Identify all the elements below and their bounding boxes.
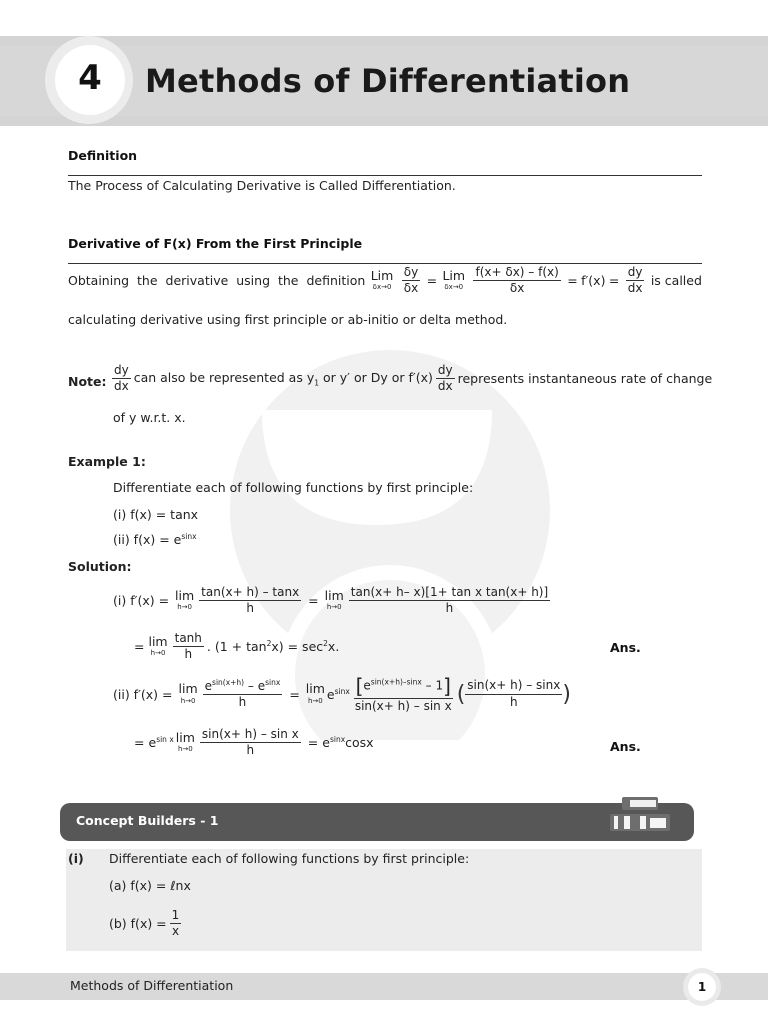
solution-step-3: (ii) f′(x) = lim h→0 $\frac{e^{sin(x+h)} - e^{sinx}}{h}$ = lim h→0 $e^{sinx}$ $\frac{[e^{sin(x+h)-sinx} - 1]}{\text{sin(x+ h) – sin x}}$ ( $\frac{\sin(x+ h) - \sin x}{h}$ ) — [113, 674, 571, 713]
cb-item-b — [109, 909, 184, 938]
frac-den: h — [238, 695, 247, 710]
frac-num: sin(x+ h) – sin x — [200, 728, 301, 743]
note-text — [112, 363, 713, 394]
sup: 2 — [323, 639, 328, 649]
equals: = — [134, 735, 145, 751]
lim-text: lim — [175, 729, 195, 745]
e: e — [326, 686, 335, 702]
cb-prompt: Differentiate each of following functions by first principle: — [109, 851, 470, 866]
page-number: 1 — [697, 980, 707, 994]
e: e — [148, 735, 157, 751]
definition-rule — [68, 175, 702, 176]
sup: 2 — [266, 639, 272, 649]
equals: = — [308, 593, 319, 609]
frac-den: δx — [509, 281, 525, 296]
e: e — [363, 678, 371, 693]
frac-den: dx — [627, 281, 643, 296]
example-label: Example 1: — [68, 454, 146, 469]
cb-b-prefix: (b) f(x) = — [109, 916, 167, 932]
lim-sub: h→0 — [180, 696, 196, 705]
lim-sub: δx→0 — [372, 283, 392, 292]
sup: sinx — [334, 686, 350, 696]
books-icon — [610, 797, 670, 831]
lim-sub: h→0 — [177, 745, 193, 754]
result: cosx — [345, 735, 374, 751]
lim-sub: h→0 — [150, 649, 166, 658]
equals: = — [608, 273, 620, 289]
example-item-1: (i) f(x) = tanx — [113, 507, 199, 522]
step2-mid2: x) = sec — [271, 639, 324, 655]
step2-end: x. — [327, 639, 340, 655]
e: e — [322, 735, 330, 751]
frac-den: x — [171, 924, 180, 939]
note-text1: can also be represented as y — [133, 369, 315, 385]
lim-sub: h→0 — [326, 603, 342, 612]
sup: sin(x+h)–sinx — [370, 677, 422, 687]
equals: = — [289, 686, 300, 702]
cb-item-a: (a) f(x) = ℓnx — [109, 878, 191, 893]
frac-num: 1 — [170, 909, 182, 924]
concept-builders-title: Concept Builders - 1 — [76, 813, 219, 828]
lim-text: lim — [175, 587, 195, 603]
frac-num: tanh — [173, 632, 204, 647]
chapter-title: Methods of Differentiation — [145, 62, 631, 100]
note-label: Note: — [68, 374, 107, 389]
frac-num: dy — [112, 364, 131, 379]
lim-text: lim — [305, 681, 325, 697]
footer-title: Methods of Differentiation — [70, 978, 234, 993]
equals: = — [567, 273, 578, 289]
example-item-2 — [113, 532, 197, 547]
frac-den: h — [246, 743, 255, 758]
lim-text: lim — [148, 633, 168, 649]
chapter-number: 4 — [78, 58, 102, 98]
cb-item-label: (i) — [68, 851, 84, 866]
frac-den: h — [246, 601, 254, 616]
example-item2-sup: sinx — [181, 532, 197, 541]
lim-text: lim — [324, 587, 344, 603]
step-prefix: (ii) f′(x) = — [113, 686, 173, 702]
frac-den: δx — [403, 281, 419, 296]
first-principle-heading: Derivative of F(x) From the First Principle — [68, 236, 363, 251]
frac-den: h — [510, 694, 518, 709]
first-principle-rule — [68, 263, 702, 264]
solution-step-1 — [113, 586, 553, 615]
answer-label-2: Ans. — [610, 739, 641, 754]
lim-sub: h→0 — [307, 696, 323, 705]
answer-label-1: Ans. — [610, 640, 641, 655]
first-principle-line2: calculating derivative using first principle or ab-initio or delta method. — [68, 312, 508, 327]
note-text2: or y′ or Dy or f′(x) — [319, 369, 433, 385]
solution-step-2 — [134, 632, 339, 661]
equals: = — [426, 273, 438, 289]
first-principle-formula — [68, 266, 702, 295]
fprime: f′(x) — [581, 273, 606, 289]
frac-den: sin(x+ h) – sin x — [354, 699, 452, 713]
frac-den: h — [184, 647, 193, 662]
step-prefix: (i) f′(x) = — [113, 593, 170, 609]
definition-heading: Definition — [68, 148, 138, 163]
note-line2: of y w.r.t. x. — [113, 410, 186, 425]
note-text3: represents instantaneous rate of change — [457, 371, 713, 387]
sup: sin x — [156, 735, 174, 745]
frac-den: h — [445, 601, 454, 616]
e: e — [204, 678, 213, 693]
example-prompt: Differentiate each of following functions by first principle: — [113, 480, 474, 495]
frac-num: δy — [402, 266, 420, 281]
frac-den: dx — [114, 379, 129, 394]
step2-mid: . (1 + tan — [206, 639, 267, 655]
note-sub: 1 — [314, 378, 320, 388]
tail: – 1 — [421, 678, 444, 693]
example-item2-text: (ii) f(x) = e — [113, 532, 182, 548]
solution-label: Solution: — [68, 559, 132, 574]
frac-num: f(x+ δx) – f(x) — [473, 266, 560, 281]
mid: – e — [244, 678, 266, 693]
lim-text: lim — [178, 681, 198, 697]
sup: sinx — [329, 735, 346, 745]
solution-step-4 — [134, 728, 374, 757]
frac-num: tan(x+ h– x)[1+ tan x tan(x+ h)] — [349, 586, 550, 601]
frac-num: dy — [436, 364, 455, 379]
frac-den: dx — [437, 379, 453, 394]
lim-sub: δx→0 — [444, 283, 464, 292]
frac-num: sin(x+ h) – sinx — [465, 679, 562, 694]
is-called-text: is called — [650, 273, 702, 289]
lim-text: Lim — [442, 267, 466, 283]
sup: sin(x+h) — [212, 677, 245, 687]
definition-text: The Process of Calculating Derivative is Called Differentiation. — [68, 178, 456, 193]
equals: = — [134, 639, 145, 655]
lim-sub: h→0 — [177, 603, 192, 612]
first-principle-intro: Obtaining the derivative using the definition — [68, 273, 366, 289]
lim-text: Lim — [370, 267, 394, 283]
sup: sinx — [265, 677, 281, 687]
equals: = — [307, 735, 319, 751]
frac-num: dy — [626, 266, 645, 281]
frac-num: tan(x+ h) – tanx — [199, 586, 301, 601]
